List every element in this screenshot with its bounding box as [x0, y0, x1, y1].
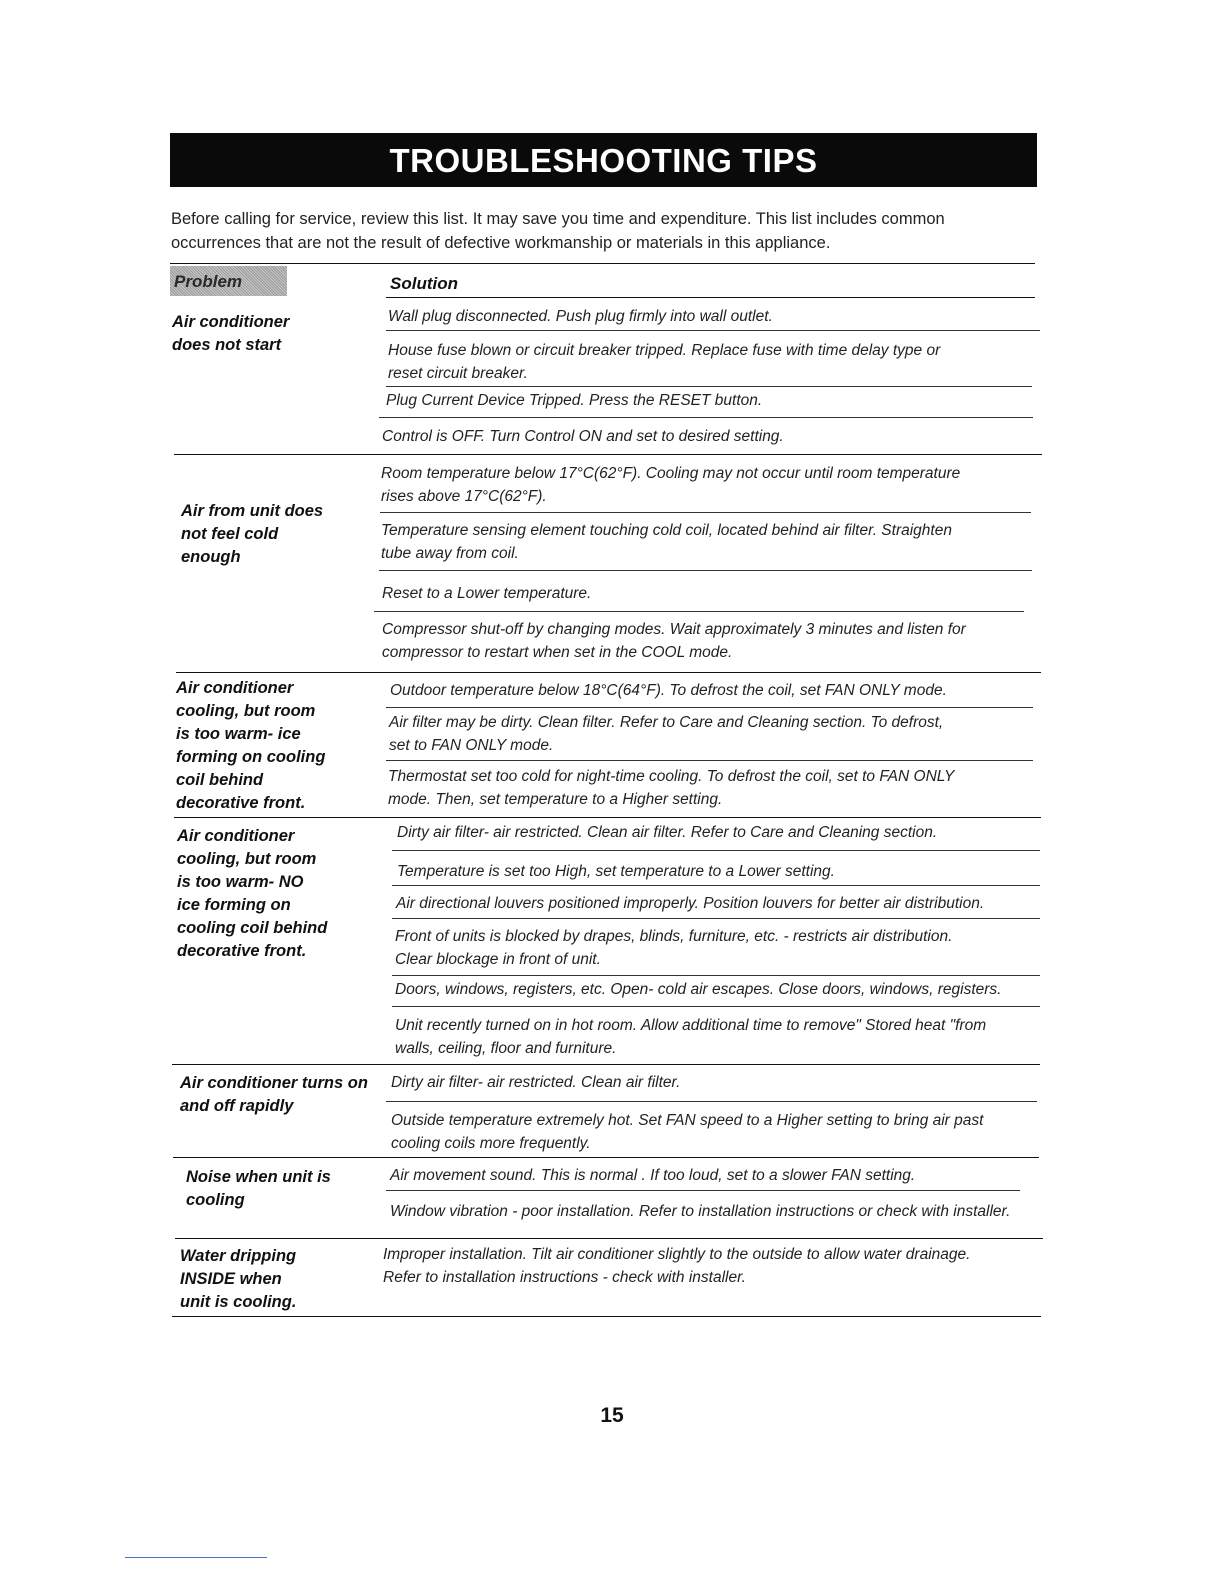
solution-item: Dirty air filter- air restricted. Clean air filter. — [391, 1074, 681, 1091]
intro-line: Before calling for service, review this list. It may save you time and expenditure. This list includes common — [171, 210, 945, 228]
intro-paragraph — [171, 207, 1031, 255]
solution-divider — [374, 611, 1024, 612]
solution-item: Outdoor temperature below 18°C(64°F). To defrost the coil, set FAN ONLY mode. — [390, 682, 947, 699]
solution-item: Reset to a Lower temperature. — [382, 585, 592, 602]
problem-cell: Air conditioner does not start — [172, 313, 290, 354]
solution-divider — [386, 330, 1040, 331]
solution-header-rule — [386, 297, 1035, 298]
solution-item: Plug Current Device Tripped. Press the RESET button. — [386, 392, 763, 409]
solution-divider — [380, 512, 1031, 513]
problem-column-header: Problem — [170, 266, 287, 296]
solution-item: Unit recently turned on in hot room. Allow additional time to remove" Stored heat "from walls, ceiling, floor and furniture. — [395, 1017, 987, 1057]
solution-divider — [392, 850, 1040, 851]
solution-item: Air movement sound. This is normal . If too loud, set to a slower FAN setting. — [390, 1167, 916, 1184]
table-bottom-rule — [172, 1316, 1041, 1317]
solution-item: Air filter may be dirty. Clean filter. Refer to Care and Cleaning section. To defrost, set to FAN ONLY mode. — [389, 714, 944, 754]
solution-item: Temperature is set too High, set temperature to a Lower setting. — [397, 863, 835, 880]
problem-cell: Water dripping INSIDE when unit is cooling. — [180, 1247, 297, 1311]
problem-cell: Air conditioner turns on and off rapidly — [180, 1074, 368, 1115]
page-title: TROUBLESHOOTING TIPS — [170, 133, 1037, 187]
group-rule — [173, 1157, 1039, 1158]
solution-divider — [386, 1101, 1037, 1102]
problem-cell: Noise when unit is cooling — [186, 1168, 331, 1209]
group-rule — [175, 1238, 1043, 1239]
solution-item: Doors, windows, registers, etc. Open- cold air escapes. Close doors, windows, registers. — [395, 981, 1002, 998]
solution-divider — [379, 417, 1033, 418]
group-rule — [176, 672, 1041, 673]
solution-column-header: Solution — [390, 274, 458, 293]
problem-cell: Air conditioner cooling, but room is too warm- NO ice forming on cooling coil behind decorative front. — [177, 827, 328, 960]
solution-item: Improper installation. Tilt air conditioner slightly to the outside to allow water drainage. Refer to installation instructions - check with installer. — [383, 1246, 971, 1286]
intro-line: occurrences that are not the result of defective workmanship or materials in this appliance. — [171, 234, 831, 252]
solution-item: Thermostat set too cold for night-time cooling. To defrost the coil, set to FAN ONLY mode. Then, set temperature to a Higher setting. — [388, 768, 955, 808]
page-number: 15 — [600, 1404, 624, 1427]
solution-item: Window vibration - poor installation. Refer to installation instructions or check with installer. — [390, 1203, 1011, 1220]
solution-item: Outside temperature extremely hot. Set FAN speed to a Higher setting to bring air past cooling coils more frequently. — [391, 1112, 984, 1152]
group-rule — [172, 1064, 1040, 1065]
solution-item: Dirty air filter- air restricted. Clean air filter. Refer to Care and Cleaning section. — [397, 824, 938, 841]
solution-divider — [379, 570, 1032, 571]
solution-item: Wall plug disconnected. Push plug firmly into wall outlet. — [388, 308, 773, 325]
solution-divider — [392, 918, 1040, 919]
solution-item: Room temperature below 17°C(62°F). Cooling may not occur until room temperature rises above 17°C(62°F). — [381, 465, 961, 505]
solution-item: Compressor shut-off by changing modes. Wait approximately 3 minutes and listen for compressor to restart when set in the COOL mode. — [382, 621, 966, 661]
solution-divider — [392, 885, 1040, 886]
group-rule — [174, 817, 1041, 818]
solution-divider — [386, 760, 1033, 761]
solution-item: House fuse blown or circuit breaker tripped. Replace fuse with time delay type or reset circuit breaker. — [388, 342, 941, 382]
solution-divider — [386, 386, 1032, 387]
problem-cell: Air conditioner cooling, but room is too warm- ice forming on cooling coil behind decorative front. — [176, 679, 326, 812]
table-top-rule — [170, 263, 1035, 264]
footer-link-underline — [125, 1557, 267, 1558]
solution-divider — [386, 707, 1033, 708]
solution-item: Control is OFF. Turn Control ON and set to desired setting. — [382, 428, 784, 445]
solution-item: Temperature sensing element touching cold coil, located behind air filter. Straighten tube away from coil. — [381, 522, 952, 562]
solution-divider — [386, 1190, 1020, 1191]
solution-item: Air directional louvers positioned improperly. Position louvers for better air distribution. — [396, 895, 985, 912]
problem-cell: Air from unit does not feel cold enough — [181, 502, 324, 566]
solution-divider — [392, 1006, 1040, 1007]
solution-divider — [392, 975, 1040, 976]
group-rule — [174, 454, 1042, 455]
solution-item: Front of units is blocked by drapes, blinds, furniture, etc. - restricts air distribution. Clear blockage in front of unit. — [395, 928, 953, 968]
